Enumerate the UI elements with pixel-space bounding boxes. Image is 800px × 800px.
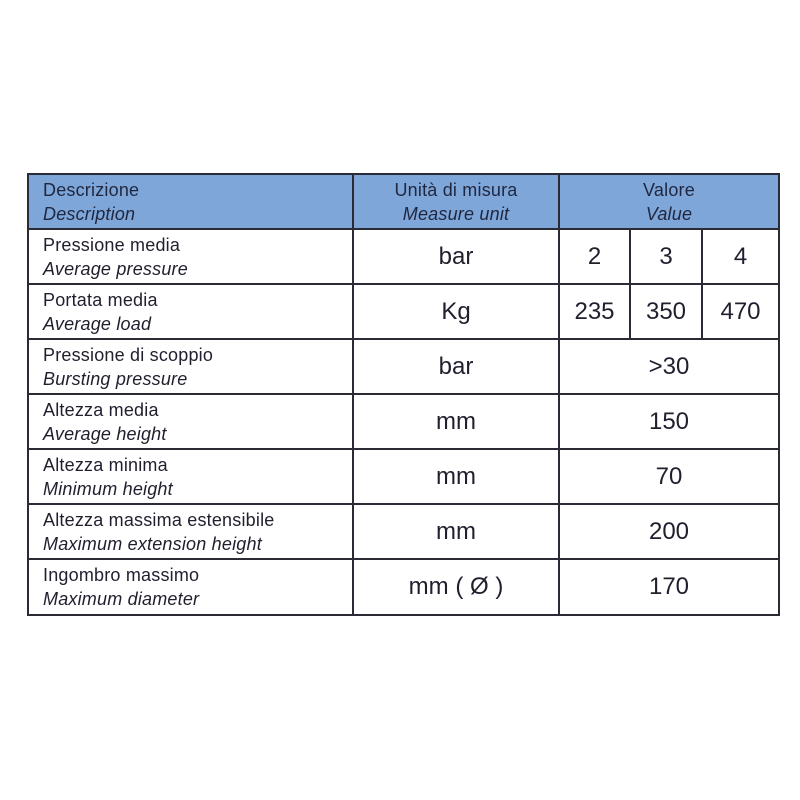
- row-value: 200: [559, 504, 779, 559]
- specifications-table: [27, 173, 780, 616]
- row-label-it: Pressione media: [43, 234, 181, 255]
- row-label-it: Altezza minima: [43, 454, 168, 475]
- row-unit: bar: [353, 229, 559, 284]
- row-unit: Kg: [353, 284, 559, 339]
- row-value-2: 350: [630, 284, 702, 339]
- row-label-en: Minimum height: [43, 478, 173, 499]
- row-label-it: Ingombro massimo: [43, 565, 200, 585]
- row-label-en: Bursting pressure: [43, 368, 188, 389]
- row-description: [28, 394, 353, 449]
- row-description: [28, 229, 353, 284]
- table-header-row: [28, 174, 779, 229]
- row-description: [28, 559, 353, 615]
- header-unit-en: Measure unit: [402, 203, 510, 224]
- row-unit: mm ( Ø ): [353, 559, 559, 615]
- row-label-it: Portata media: [43, 289, 158, 310]
- row-label-en: Maximum extension height: [43, 533, 262, 554]
- row-value: 170: [559, 559, 779, 615]
- header-unit-it: Unità di misura: [394, 179, 518, 200]
- row-value-2: 3: [630, 229, 702, 284]
- header-description-it: Descrizione: [43, 179, 140, 200]
- row-value: >30: [559, 339, 779, 394]
- row-value-1: 235: [559, 284, 630, 339]
- row-value-1: 2: [559, 229, 630, 284]
- table-row: [28, 449, 779, 504]
- table-row: [28, 394, 779, 449]
- row-value-3: 470: [702, 284, 779, 339]
- row-label-en: Maximum diameter: [43, 589, 200, 609]
- row-unit: mm: [353, 504, 559, 559]
- row-unit: mm: [353, 394, 559, 449]
- row-description: [28, 284, 353, 339]
- header-unit: [353, 174, 559, 229]
- table-row: [28, 504, 779, 559]
- row-description: [28, 449, 353, 504]
- table-row: [28, 559, 779, 615]
- row-unit: bar: [353, 339, 559, 394]
- header-value-en: Value: [645, 203, 693, 224]
- row-label-it: Pressione di scoppio: [43, 344, 214, 365]
- header-description: [28, 174, 353, 229]
- row-value: 70: [559, 449, 779, 504]
- row-label-en: Average pressure: [43, 258, 188, 279]
- table-row: [28, 229, 779, 284]
- row-value: 150: [559, 394, 779, 449]
- header-value-it: Valore: [643, 179, 695, 200]
- row-description: [28, 504, 353, 559]
- row-description: [28, 339, 353, 394]
- row-label-en: Average load: [43, 313, 152, 334]
- row-value-3: 4: [702, 229, 779, 284]
- table-row: [28, 339, 779, 394]
- row-label-it: Altezza media: [43, 399, 159, 420]
- table-row: [28, 284, 779, 339]
- row-unit: mm: [353, 449, 559, 504]
- header-value: [559, 174, 779, 229]
- header-description-en: Description: [43, 203, 136, 224]
- row-label-it: Altezza massima estensibile: [43, 509, 275, 530]
- row-label-en: Average height: [43, 423, 167, 444]
